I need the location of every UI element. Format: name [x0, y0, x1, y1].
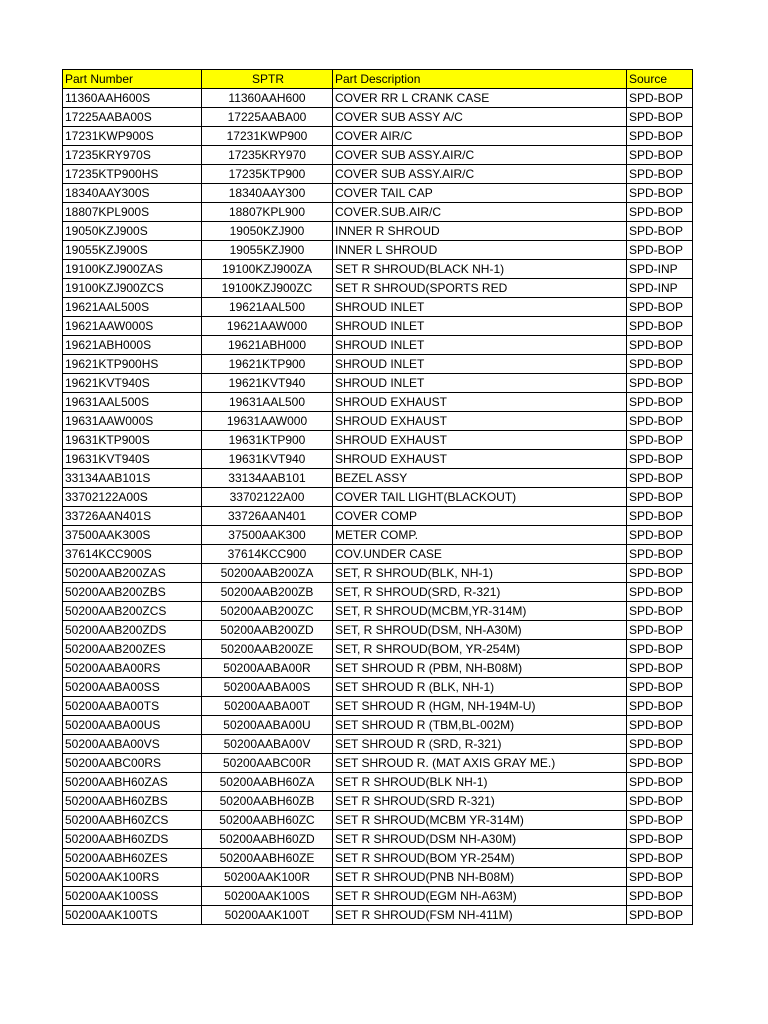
cell-part-description: SET SHROUD R (PBM, NH-B08M) — [333, 659, 627, 678]
cell-source: SPD-BOP — [627, 526, 693, 545]
table-row — [63, 241, 693, 260]
cell-sptr: 11360AAH600 — [202, 89, 333, 108]
cell-part-number: 33726AAN401S — [63, 507, 202, 526]
cell-part-number: 17235KTP900HS — [63, 165, 202, 184]
cell-part-number: 50200AABA00SS — [63, 678, 202, 697]
cell-sptr: 17225AABA00 — [202, 108, 333, 127]
table-row — [63, 89, 693, 108]
cell-source: SPD-BOP — [627, 165, 693, 184]
cell-part-number: 50200AABH60ZDS — [63, 830, 202, 849]
cell-sptr: 19621ABH000 — [202, 336, 333, 355]
cell-sptr: 18807KPL900 — [202, 203, 333, 222]
table-row — [63, 108, 693, 127]
cell-part-description: SET SHROUD R. (MAT AXIS GRAY ME.) — [333, 754, 627, 773]
table-row — [63, 811, 693, 830]
cell-source: SPD-BOP — [627, 431, 693, 450]
table-row — [63, 412, 693, 431]
cell-part-description: SET, R SHROUD(BOM, YR-254M) — [333, 640, 627, 659]
cell-part-description: SHROUD INLET — [333, 336, 627, 355]
cell-source: SPD-BOP — [627, 146, 693, 165]
cell-sptr: 33702122A00 — [202, 488, 333, 507]
cell-part-number: 50200AABA00TS — [63, 697, 202, 716]
cell-source: SPD-BOP — [627, 393, 693, 412]
cell-source: SPD-BOP — [627, 374, 693, 393]
cell-sptr: 19055KZJ900 — [202, 241, 333, 260]
cell-part-description: SET R SHROUD(SRD R-321) — [333, 792, 627, 811]
table-row — [63, 583, 693, 602]
cell-sptr: 50200AABH60ZE — [202, 849, 333, 868]
table-row — [63, 260, 693, 279]
cell-source: SPD-INP — [627, 260, 693, 279]
cell-part-number: 17231KWP900S — [63, 127, 202, 146]
cell-source: SPD-BOP — [627, 127, 693, 146]
table-row — [63, 127, 693, 146]
cell-sptr: 19631AAL500 — [202, 393, 333, 412]
cell-part-description: SHROUD INLET — [333, 317, 627, 336]
cell-source: SPD-INP — [627, 279, 693, 298]
table-row — [63, 393, 693, 412]
table-row — [63, 545, 693, 564]
cell-part-description: SET, R SHROUD(BLK, NH-1) — [333, 564, 627, 583]
cell-sptr: 50200AAB200ZB — [202, 583, 333, 602]
cell-sptr: 50200AABA00R — [202, 659, 333, 678]
cell-sptr: 50200AAB200ZC — [202, 602, 333, 621]
table-row — [63, 469, 693, 488]
cell-source: SPD-BOP — [627, 412, 693, 431]
table-row — [63, 868, 693, 887]
cell-part-number: 50200AAK100RS — [63, 868, 202, 887]
table-row — [63, 754, 693, 773]
cell-source: SPD-BOP — [627, 849, 693, 868]
cell-source: SPD-BOP — [627, 811, 693, 830]
table-row — [63, 849, 693, 868]
cell-part-description: BEZEL ASSY — [333, 469, 627, 488]
cell-part-description: METER COMP. — [333, 526, 627, 545]
cell-sptr: 19050KZJ900 — [202, 222, 333, 241]
cell-part-number: 50200AABH60ZBS — [63, 792, 202, 811]
table-row — [63, 374, 693, 393]
cell-source: SPD-BOP — [627, 507, 693, 526]
table-row — [63, 602, 693, 621]
cell-part-description: SET R SHROUD(PNB NH-B08M) — [333, 868, 627, 887]
table-row — [63, 450, 693, 469]
cell-part-description: SHROUD EXHAUST — [333, 450, 627, 469]
table-row — [63, 887, 693, 906]
table-row — [63, 640, 693, 659]
cell-part-description: SHROUD INLET — [333, 374, 627, 393]
cell-sptr: 17235KTP900 — [202, 165, 333, 184]
table-row — [63, 317, 693, 336]
cell-source: SPD-BOP — [627, 697, 693, 716]
cell-part-number: 19631KVT940S — [63, 450, 202, 469]
cell-source: SPD-BOP — [627, 621, 693, 640]
cell-part-number: 19631AAW000S — [63, 412, 202, 431]
cell-sptr: 50200AAB200ZD — [202, 621, 333, 640]
cell-source: SPD-BOP — [627, 469, 693, 488]
cell-part-description: COVER AIR/C — [333, 127, 627, 146]
cell-part-description: SET R SHROUD(EGM NH-A63M) — [333, 887, 627, 906]
cell-source: SPD-BOP — [627, 640, 693, 659]
cell-part-description: SET, R SHROUD(SRD, R-321) — [333, 583, 627, 602]
cell-part-number: 50200AABH60ZES — [63, 849, 202, 868]
cell-part-description: COVER SUB ASSY A/C — [333, 108, 627, 127]
cell-part-number: 19631AAL500S — [63, 393, 202, 412]
cell-source: SPD-BOP — [627, 355, 693, 374]
cell-source: SPD-BOP — [627, 906, 693, 925]
cell-source: SPD-BOP — [627, 868, 693, 887]
cell-part-description: INNER R SHROUD — [333, 222, 627, 241]
cell-part-number: 50200AABA00US — [63, 716, 202, 735]
table-row — [63, 697, 693, 716]
cell-source: SPD-BOP — [627, 203, 693, 222]
cell-sptr: 50200AABA00T — [202, 697, 333, 716]
table-row — [63, 792, 693, 811]
cell-sptr: 19100KZJ900ZA — [202, 260, 333, 279]
cell-part-number: 33134AAB101S — [63, 469, 202, 488]
table-row — [63, 203, 693, 222]
cell-source: SPD-BOP — [627, 336, 693, 355]
cell-sptr: 19621KTP900 — [202, 355, 333, 374]
cell-source: SPD-BOP — [627, 735, 693, 754]
cell-sptr: 50200AAK100R — [202, 868, 333, 887]
cell-part-number: 50200AABC00RS — [63, 754, 202, 773]
header-source: Source — [627, 70, 693, 89]
cell-source: SPD-BOP — [627, 602, 693, 621]
cell-part-description: SHROUD EXHAUST — [333, 431, 627, 450]
table-row — [63, 222, 693, 241]
cell-part-description: COVER.SUB.AIR/C — [333, 203, 627, 222]
cell-source: SPD-BOP — [627, 754, 693, 773]
cell-sptr: 33134AAB101 — [202, 469, 333, 488]
cell-sptr: 17235KRY970 — [202, 146, 333, 165]
cell-part-description: COVER COMP — [333, 507, 627, 526]
cell-part-description: COVER TAIL CAP — [333, 184, 627, 203]
cell-part-number: 50200AABA00RS — [63, 659, 202, 678]
table-row — [63, 355, 693, 374]
cell-sptr: 37614KCC900 — [202, 545, 333, 564]
cell-part-number: 19050KZJ900S — [63, 222, 202, 241]
cell-sptr: 50200AABH60ZA — [202, 773, 333, 792]
cell-source: SPD-BOP — [627, 773, 693, 792]
cell-part-description: SET R SHROUD(BLK NH-1) — [333, 773, 627, 792]
cell-part-description: COVER SUB ASSY.AIR/C — [333, 146, 627, 165]
cell-part-number: 50200AAB200ZCS — [63, 602, 202, 621]
cell-source: SPD-BOP — [627, 545, 693, 564]
cell-sptr: 19621AAL500 — [202, 298, 333, 317]
cell-sptr: 50200AABA00V — [202, 735, 333, 754]
table-row — [63, 773, 693, 792]
cell-part-number: 50200AAB200ZAS — [63, 564, 202, 583]
cell-part-description: SET R SHROUD(DSM NH-A30M) — [333, 830, 627, 849]
cell-part-description: SET R SHROUD(BLACK NH-1) — [333, 260, 627, 279]
cell-part-number: 33702122A00S — [63, 488, 202, 507]
cell-part-number: 19100KZJ900ZAS — [63, 260, 202, 279]
cell-sptr: 50200AAB200ZE — [202, 640, 333, 659]
cell-part-number: 50200AABH60ZAS — [63, 773, 202, 792]
cell-sptr: 50200AAB200ZA — [202, 564, 333, 583]
cell-part-description: COVER TAIL LIGHT(BLACKOUT) — [333, 488, 627, 507]
cell-part-number: 50200AAB200ZDS — [63, 621, 202, 640]
cell-part-description: SET SHROUD R (SRD, R-321) — [333, 735, 627, 754]
cell-part-description: COVER RR L CRANK CASE — [333, 89, 627, 108]
cell-source: SPD-BOP — [627, 716, 693, 735]
cell-sptr: 37500AAK300 — [202, 526, 333, 545]
header-sptr: SPTR — [202, 70, 333, 89]
cell-part-description: SET SHROUD R (BLK, NH-1) — [333, 678, 627, 697]
cell-source: SPD-BOP — [627, 89, 693, 108]
cell-sptr: 33726AAN401 — [202, 507, 333, 526]
cell-part-number: 19621KTP900HS — [63, 355, 202, 374]
cell-sptr: 50200AABH60ZD — [202, 830, 333, 849]
cell-source: SPD-BOP — [627, 241, 693, 260]
table-header — [63, 70, 693, 89]
cell-part-number: 18340AAY300S — [63, 184, 202, 203]
table-row — [63, 184, 693, 203]
cell-part-number: 19621AAL500S — [63, 298, 202, 317]
table-row — [63, 146, 693, 165]
cell-part-description: COV.UNDER CASE — [333, 545, 627, 564]
cell-part-number: 50200AAB200ZES — [63, 640, 202, 659]
table-row — [63, 526, 693, 545]
table-row — [63, 830, 693, 849]
table-row — [63, 298, 693, 317]
table-row — [63, 716, 693, 735]
cell-sptr: 19631KVT940 — [202, 450, 333, 469]
cell-source: SPD-BOP — [627, 488, 693, 507]
cell-sptr: 50200AABC00R — [202, 754, 333, 773]
cell-part-description: SET, R SHROUD(MCBM,YR-314M) — [333, 602, 627, 621]
header-row — [63, 70, 693, 89]
cell-source: SPD-BOP — [627, 184, 693, 203]
cell-part-description: SET SHROUD R (HGM, NH-194M-U) — [333, 697, 627, 716]
header-part-description: Part Description — [333, 70, 627, 89]
cell-part-number: 50200AAK100SS — [63, 887, 202, 906]
table-row — [63, 678, 693, 697]
cell-part-number: 19100KZJ900ZCS — [63, 279, 202, 298]
cell-source: SPD-BOP — [627, 564, 693, 583]
table-row — [63, 279, 693, 298]
cell-source: SPD-BOP — [627, 659, 693, 678]
cell-part-number: 37500AAK300S — [63, 526, 202, 545]
cell-part-description: SET R SHROUD(MCBM YR-314M) — [333, 811, 627, 830]
table-row — [63, 165, 693, 184]
cell-part-description: SHROUD INLET — [333, 355, 627, 374]
parts-table — [62, 69, 693, 925]
cell-sptr: 50200AAK100T — [202, 906, 333, 925]
cell-part-description: INNER L SHROUD — [333, 241, 627, 260]
cell-part-number: 37614KCC900S — [63, 545, 202, 564]
cell-sptr: 50200AABH60ZC — [202, 811, 333, 830]
cell-source: SPD-BOP — [627, 792, 693, 811]
table-body — [63, 89, 693, 925]
cell-source: SPD-BOP — [627, 583, 693, 602]
header-part-number: Part Number — [63, 70, 202, 89]
cell-source: SPD-BOP — [627, 450, 693, 469]
cell-sptr: 17231KWP900 — [202, 127, 333, 146]
cell-sptr: 50200AABA00S — [202, 678, 333, 697]
cell-part-number: 17235KRY970S — [63, 146, 202, 165]
cell-sptr: 19631AAW000 — [202, 412, 333, 431]
cell-sptr: 50200AABH60ZB — [202, 792, 333, 811]
cell-part-number: 19631KTP900S — [63, 431, 202, 450]
cell-part-number: 19621AAW000S — [63, 317, 202, 336]
table-row — [63, 431, 693, 450]
table-row — [63, 507, 693, 526]
cell-source: SPD-BOP — [627, 298, 693, 317]
cell-part-description: SET, R SHROUD(DSM, NH-A30M) — [333, 621, 627, 640]
cell-source: SPD-BOP — [627, 678, 693, 697]
cell-sptr: 19100KZJ900ZC — [202, 279, 333, 298]
cell-part-description: SHROUD INLET — [333, 298, 627, 317]
cell-part-number: 11360AAH600S — [63, 89, 202, 108]
cell-sptr: 19621KVT940 — [202, 374, 333, 393]
cell-sptr: 18340AAY300 — [202, 184, 333, 203]
cell-part-number: 50200AAK100TS — [63, 906, 202, 925]
table-row — [63, 906, 693, 925]
table-row — [63, 336, 693, 355]
cell-source: SPD-BOP — [627, 887, 693, 906]
cell-part-number: 50200AABH60ZCS — [63, 811, 202, 830]
cell-part-description: SET R SHROUD(FSM NH-411M) — [333, 906, 627, 925]
cell-part-description: COVER SUB ASSY.AIR/C — [333, 165, 627, 184]
cell-part-number: 50200AAB200ZBS — [63, 583, 202, 602]
table-row — [63, 659, 693, 678]
cell-part-number: 50200AABA00VS — [63, 735, 202, 754]
table-row — [63, 621, 693, 640]
cell-part-description: SHROUD EXHAUST — [333, 393, 627, 412]
cell-part-description: SET R SHROUD(SPORTS RED — [333, 279, 627, 298]
cell-sptr: 50200AAK100S — [202, 887, 333, 906]
cell-part-number: 17225AABA00S — [63, 108, 202, 127]
cell-source: SPD-BOP — [627, 830, 693, 849]
cell-part-number: 19621KVT940S — [63, 374, 202, 393]
table-row — [63, 735, 693, 754]
cell-part-number: 19621ABH000S — [63, 336, 202, 355]
cell-part-description: SET R SHROUD(BOM YR-254M) — [333, 849, 627, 868]
cell-part-description: SHROUD EXHAUST — [333, 412, 627, 431]
cell-sptr: 50200AABA00U — [202, 716, 333, 735]
cell-part-number: 19055KZJ900S — [63, 241, 202, 260]
table-row — [63, 488, 693, 507]
cell-sptr: 19631KTP900 — [202, 431, 333, 450]
cell-part-description: SET SHROUD R (TBM,BL-002M) — [333, 716, 627, 735]
cell-source: SPD-BOP — [627, 108, 693, 127]
table-row — [63, 564, 693, 583]
cell-source: SPD-BOP — [627, 222, 693, 241]
cell-source: SPD-BOP — [627, 317, 693, 336]
cell-sptr: 19621AAW000 — [202, 317, 333, 336]
cell-part-number: 18807KPL900S — [63, 203, 202, 222]
